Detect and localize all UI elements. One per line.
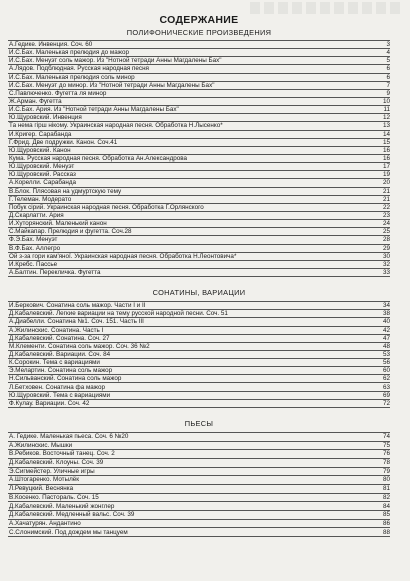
toc-entry	[8, 74, 390, 82]
entry-page-number: 75	[382, 441, 390, 449]
toc-entry	[8, 122, 390, 130]
toc-list	[8, 40, 390, 277]
entry-title: И.Хуторянский. Маленький канон	[9, 220, 107, 228]
entry-page-number: 81	[382, 485, 390, 493]
entry-page-number: 3	[386, 41, 390, 49]
section-title: СОНАТИНЫ, ВАРИАЦИИ	[152, 288, 246, 298]
entry-page-number: 72	[382, 399, 390, 407]
entry-page-number: 85	[382, 511, 390, 519]
entry-page-number: 40	[382, 318, 390, 326]
entry-title: Д.Кабалевский. Вариации. Соч. 84	[9, 350, 111, 358]
toc-entry	[8, 188, 390, 196]
toc-entry	[8, 147, 390, 155]
entry-title: С.Слонимский. Под дождем мы танцуем	[9, 528, 128, 536]
toc-entry	[8, 236, 390, 244]
entry-page-number: 19	[382, 171, 390, 179]
entry-page-number: 15	[382, 138, 390, 146]
section-title: ПЬЕСЫ	[184, 418, 214, 428]
entry-page-number: 33	[382, 268, 390, 276]
section-title: ПОЛИФОНИЧЕСКИЕ ПРОИЗВЕДЕНИЯ	[126, 28, 272, 37]
toc-entry	[8, 351, 390, 359]
entry-page-number: 11	[383, 106, 390, 114]
entry-page-number: 21	[382, 187, 390, 195]
toc-entry	[8, 179, 390, 187]
toc-entry	[8, 196, 390, 204]
entry-page-number: 86	[382, 519, 390, 527]
show-through-text	[250, 2, 400, 14]
entry-page-number: 6	[386, 65, 390, 73]
entry-title: Д.Кабалевский. Маленький жонглер	[9, 502, 115, 510]
toc-entry	[8, 400, 390, 408]
toc-entry	[8, 383, 390, 391]
entry-title: Д.Скарлатти. Ария	[9, 212, 64, 219]
toc-entry	[8, 302, 390, 310]
entry-title: А.Штогаренко. Мотылёк	[9, 476, 80, 484]
entry-page-number: 88	[382, 528, 390, 536]
toc-entry	[8, 155, 390, 163]
entry-page-number: 10	[382, 98, 390, 106]
entry-title: Д.Кабалевский. Медленный вальс. Соч. 39	[9, 511, 135, 519]
entry-page-number: 25	[382, 228, 390, 236]
toc-entry	[8, 212, 390, 220]
entry-title: Г.Телеман. Модерато	[9, 195, 72, 203]
toc-entry	[8, 459, 390, 468]
entry-title: Ф.Кулау. Вариации. Соч. 42	[9, 399, 90, 407]
toc-entry	[8, 310, 390, 318]
entry-title: В.Косенко. Пастораль. Соч. 15	[9, 493, 99, 501]
entry-page-number: 30	[382, 252, 390, 260]
entry-page-number: 17	[382, 163, 390, 171]
toc-entry	[8, 114, 390, 122]
entry-page-number: 47	[382, 334, 390, 342]
toc-entry	[8, 220, 390, 228]
entry-title: В.Ф.Бах. Аллегро	[9, 244, 61, 252]
entry-page-number: 14	[382, 130, 390, 138]
entry-title: В.Ребиков. Восточный танец. Соч. 2	[9, 450, 115, 458]
entry-title: Кума. Русская народная песня. Обработка Ан.Александрова	[9, 155, 188, 163]
entry-page-number: 28	[382, 236, 390, 244]
toc-entry	[8, 335, 390, 343]
entry-title: Д.Кабалевский. Клоуны. Соч. 39	[9, 459, 104, 467]
entry-title: А.Гедике. Инвенция. Соч. 60	[9, 41, 93, 49]
entry-title: И.С.Бах. Маленькая прелюдия соль минор	[9, 73, 135, 81]
toc-entry	[8, 49, 390, 57]
entry-title: Л.Бетховен. Сонатина фа мажор	[9, 383, 106, 391]
toc-entry	[8, 228, 390, 236]
entry-title: И.С.Бах. Менуэт соль мажор. Из "Нотной тетради Анны Магдалены Бах"	[9, 57, 222, 65]
entry-title: С.Павлюченко. Фугетта ля минор	[9, 89, 107, 97]
entry-title: Ю.Щуровский. Менуэт	[9, 163, 75, 171]
toc-entry	[8, 245, 390, 253]
entry-title: Ф.Э.Бах. Менуэт	[9, 236, 58, 244]
toc-entry	[8, 171, 390, 179]
entry-title: В.Блок. Пляcовая на удмуртскую тему	[9, 187, 122, 195]
entry-title: А.Жилинскис. Сонатина. Часть I	[9, 326, 104, 334]
toc-entry	[8, 139, 390, 147]
entry-page-number: 29	[382, 244, 390, 252]
entry-title: И.Кребс. Пассье	[9, 260, 58, 268]
entry-title: А.Корелли. Сарабанда	[9, 179, 77, 187]
entry-page-number: 62	[382, 375, 390, 383]
section-pieces	[8, 419, 390, 537]
entry-page-number: 23	[382, 212, 390, 219]
entry-title: Ж.Арман. Фугетта	[9, 98, 62, 106]
entry-page-number: 79	[382, 467, 390, 475]
toc-entry	[8, 494, 390, 503]
toc-list	[8, 432, 390, 537]
toc-entry	[8, 520, 390, 529]
entry-title: М.Клементи. Сонатина соль мажор. Соч. 36 №2	[9, 342, 150, 350]
entry-title: К.Сорокин. Тема с вариациями	[9, 359, 100, 367]
entry-page-number: 16	[382, 155, 390, 163]
section-polyphonic	[8, 28, 390, 277]
entry-title: А.Лядов. Подблюдная. Русская народная песня	[9, 65, 149, 73]
entry-title: Ю.Щуровский. Рассказ	[9, 171, 76, 179]
entry-page-number: 24	[382, 220, 390, 228]
toc-entry	[8, 485, 390, 494]
entry-page-number: 34	[382, 302, 390, 310]
toc-entry	[8, 261, 390, 269]
entry-title: И.Беркович. Сонатина соль мажор. Части I и II	[9, 302, 146, 310]
entry-page-number: 60	[382, 367, 390, 375]
entry-title: Ю.Щуровский. Канон	[9, 146, 71, 154]
entry-page-number: 20	[382, 179, 390, 187]
entry-page-number: 12	[382, 114, 390, 122]
toc-list	[8, 301, 390, 408]
entry-page-number: 4	[386, 49, 390, 57]
toc-entry	[8, 367, 390, 375]
toc-entry	[8, 468, 390, 477]
entry-title: А.Диабелли. Сонатина №1. Соч. 151. Часть III	[9, 318, 144, 326]
entry-page-number: 82	[382, 493, 390, 501]
entry-title: Л.Ревуцкий. Веснянка	[9, 485, 74, 493]
entry-page-number: 42	[382, 326, 390, 334]
toc-entry	[8, 82, 390, 90]
toc-entry	[8, 318, 390, 326]
toc-entry	[8, 502, 390, 511]
toc-entry	[8, 433, 390, 442]
entry-page-number: 53	[382, 350, 390, 358]
entry-page-number: 80	[382, 476, 390, 484]
entry-page-number: 56	[382, 359, 390, 367]
entry-page-number: 76	[382, 450, 390, 458]
toc-entry	[8, 204, 390, 212]
entry-page-number: 84	[382, 502, 390, 510]
toc-entry	[8, 57, 390, 65]
entry-title: Э.Мелартин. Сонатина соль мажор	[9, 367, 113, 375]
entry-page-number: 38	[382, 310, 390, 318]
entry-page-number: 6	[386, 73, 390, 81]
toc-entry	[8, 327, 390, 335]
toc-entry	[8, 98, 390, 106]
toc-entry	[8, 131, 390, 139]
entry-page-number: 9	[386, 89, 390, 97]
toc-entry	[8, 442, 390, 451]
entry-page-number: 78	[382, 459, 390, 467]
entry-page-number: 13	[382, 122, 390, 130]
entry-title: А.Хачатурян. Андантино	[9, 519, 81, 527]
entry-title: Э.Сигмейстер. Уличные игры	[9, 467, 95, 475]
toc-entry	[8, 90, 390, 98]
entry-title: И.С.Бах. Маленькая прелюдия до мажор	[9, 49, 129, 57]
entry-page-number: 69	[382, 391, 390, 399]
entry-title: Ю.Щуровский. Инвенция	[9, 114, 82, 122]
section-sonatinas	[8, 288, 390, 408]
entry-title: С.Майкапар. Прелюдия и фугетта. Соч.28	[9, 228, 132, 236]
toc-entry	[8, 375, 390, 383]
entry-title: И.С.Бах. Менуэт до минор. Из "Нотной тетради Анны Магдалены Бах"	[9, 81, 215, 89]
entry-title: Ой з-за гори кам'яної. Украинская народная песня. Обработка Н.Леонтовича*	[9, 252, 237, 260]
entry-page-number: 21	[382, 195, 390, 203]
entry-page-number: 7	[386, 81, 390, 89]
entry-title: И.С.Бах. Ария. Из "Нотной тетради Анны Магдалены Бах"	[9, 106, 179, 114]
toc-entry	[8, 253, 390, 261]
entry-page-number: 16	[382, 146, 390, 154]
entry-page-number: 48	[382, 342, 390, 350]
toc-entry	[8, 41, 390, 49]
entry-page-number: 32	[382, 260, 390, 268]
entry-title: А. Гедике. Маленькая пьеса. Соч. 6 №20	[9, 433, 129, 440]
entry-title: Побук сірий. Украинская народная песня. Обработка Г.Орлянского	[9, 203, 204, 211]
entry-page-number: 63	[382, 383, 390, 391]
entry-page-number: 74	[382, 433, 390, 440]
toc-entry	[8, 65, 390, 73]
toc-entry	[8, 476, 390, 485]
entry-title: Г.Фрид. Две подружки. Канон. Соч.41	[9, 138, 118, 146]
toc-entry	[8, 269, 390, 277]
entry-title: Та нема гірш нікому. Украинская народная песня. Обработка Н.Лысенко*	[9, 122, 223, 130]
entry-title: А.Жилинскис. Мышки	[9, 441, 73, 449]
entry-title: А.Балтин. Перекличка. Фугетта	[9, 268, 101, 276]
toc-entry	[8, 359, 390, 367]
toc-entry	[8, 163, 390, 171]
page-heading: СОДЕРЖАНИЕ	[159, 14, 239, 26]
entry-title: Ю.Щуровский. Тема с вариациями	[9, 391, 111, 399]
toc-entry	[8, 343, 390, 351]
entry-title: Д.Кабалевский. Легкие вариации на тему русской народной песни. Соч. 51	[9, 310, 228, 318]
entry-page-number: 5	[386, 57, 390, 65]
toc-entry	[8, 392, 390, 400]
entry-title: Н.Сильванский. Сонатина соль мажор	[9, 375, 122, 383]
entry-page-number: 22	[382, 203, 390, 211]
entry-title: Д.Кабалевский. Сонатина. Соч. 27	[9, 334, 110, 342]
toc-entry	[8, 450, 390, 459]
toc-entry	[8, 511, 390, 520]
toc-entry	[8, 106, 390, 114]
toc-entry	[8, 528, 390, 537]
entry-title: И.Кригер. Сарабанда	[9, 130, 72, 138]
